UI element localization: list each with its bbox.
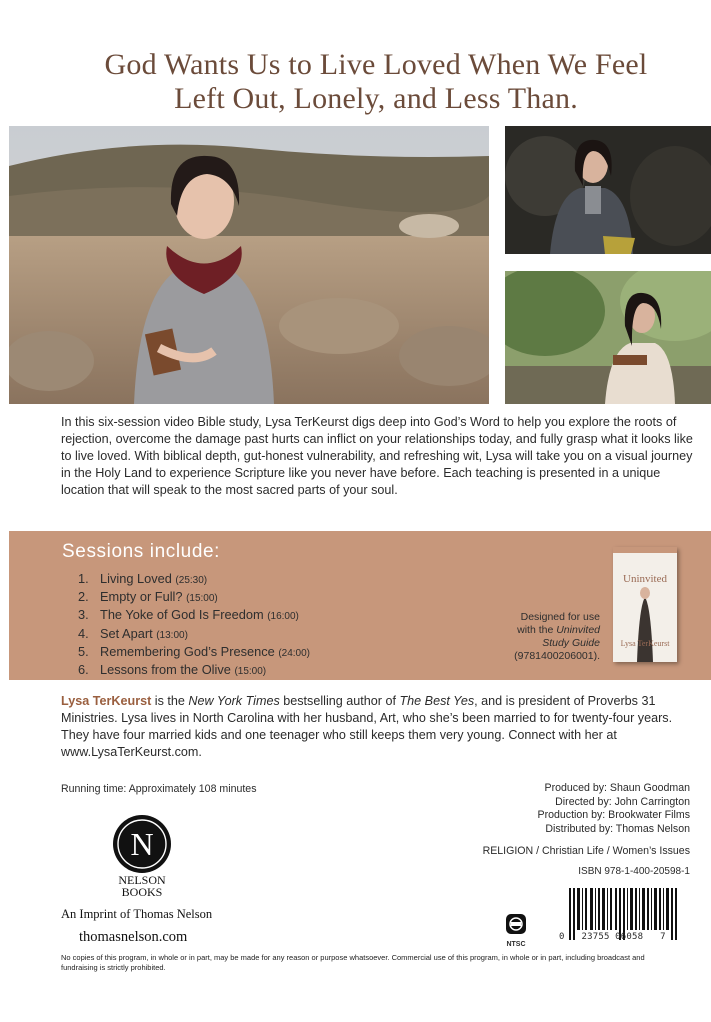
session-item: 3. The Yoke of God Is Freedom (16:00) bbox=[78, 607, 299, 623]
session-title: Set Apart bbox=[100, 625, 153, 641]
sessions-band bbox=[9, 531, 711, 680]
headline bbox=[0, 48, 711, 116]
study-guide-note: Designed for use with the Uninvited Study Guide (9781400206001). bbox=[514, 611, 600, 662]
credit-line: Directed by: John Carrington bbox=[555, 795, 690, 808]
category: RELIGION / Christian Life / Women’s Issues bbox=[482, 845, 690, 857]
study-guide-title: Uninvited bbox=[623, 573, 667, 585]
running-time: Running time: Approximately 108 minutes bbox=[61, 783, 257, 795]
author-bio: Lysa TerKeurst is the New York Times bestselling author of The Best Yes, and is president of Proverbs 31 Ministries. Lysa lives in North Carolina with her husband, Art, who she’s been married to for twenty-four years. They have four married kids and one teenager who still keeps them very young. Connect with her at www.LysaTerKeurst.com. bbox=[61, 694, 673, 759]
session-duration: (15:00) bbox=[234, 666, 267, 678]
credits bbox=[440, 782, 690, 836]
headline-line-2: Left Out, Lonely, and Less Than. bbox=[174, 82, 578, 115]
session-title: Empty or Full? bbox=[100, 589, 183, 605]
credit-line: Produced by: Shaun Goodman bbox=[544, 782, 690, 794]
session-item: 5. Remembering God’s Presence (24:00) bbox=[78, 643, 310, 659]
description-paragraph: In this six-session video Bible study, Lysa TerKeurst digs deep into God’s Word to help you explore the roots of rejection, overcome the damage past hurts can inflict on your relationships today, and fully grasp what it looks like to live loved. With biblical depth, gut-honest vulnerability, and refreshing wit, Lysa will take you on a visual journey in the Holy Land to experience Scripture like you never have before. Each teaching is presented in a unique location that will speak to the most sacred parts of your soul. bbox=[61, 415, 693, 497]
session-title: The Yoke of God Is Freedom bbox=[100, 607, 264, 623]
photo-garden bbox=[505, 271, 711, 404]
session-duration: (13:00) bbox=[156, 629, 188, 641]
author-name: Lysa TerKeurst bbox=[61, 694, 152, 708]
nelson-logo bbox=[112, 814, 172, 874]
study-guide-author: Lysa TerKeurst bbox=[620, 639, 670, 648]
headline-line-1: God Wants Us to Live Loved When We Feel bbox=[104, 48, 648, 81]
session-title: Living Loved bbox=[100, 571, 172, 586]
photo-cave bbox=[505, 126, 711, 254]
session-item: 2. Empty or Full? (15:00) bbox=[78, 589, 218, 605]
photo-main-landscape bbox=[9, 126, 489, 404]
credit-line: Production by: Brookwater Films bbox=[537, 809, 690, 821]
session-item: 1. Living Loved (25:30) bbox=[78, 571, 208, 586]
session-duration: (15:00) bbox=[186, 593, 218, 605]
logo-letter: N bbox=[130, 826, 154, 862]
ntsc-icon bbox=[505, 913, 527, 935]
imprint-line: An Imprint of Thomas Nelson bbox=[61, 907, 213, 921]
session-title: Remembering God’s Presence bbox=[100, 643, 275, 659]
barcode-digits: 0 23755 06058 7 bbox=[559, 932, 666, 942]
ntsc-badge: NTSC bbox=[503, 913, 529, 948]
isbn: ISBN 978-1-400-20598-1 bbox=[578, 866, 690, 877]
publisher-website: thomasnelson.com bbox=[79, 929, 188, 945]
session-duration: (16:00) bbox=[267, 611, 299, 623]
credit-line: Distributed by: Thomas Nelson bbox=[545, 822, 690, 835]
session-title: Lessons from the Olive bbox=[100, 662, 231, 678]
sessions-list bbox=[78, 571, 310, 680]
session-duration: (24:00) bbox=[278, 647, 310, 659]
copyright-disclaimer: No copies of this program, in whole or in part, may be made for any reason or purpose whatsoever. Commercial use of this program, in whole or in part, including broadcast and fundraising is strictly prohibited. bbox=[61, 953, 645, 972]
session-item: 4. Set Apart (13:00) bbox=[78, 625, 188, 641]
session-item: 6. Lessons from the Olive (15:00) bbox=[78, 662, 267, 678]
session-duration: (25:30) bbox=[175, 575, 208, 586]
nelson-books-wordmark: NELSON BOOKS bbox=[118, 873, 166, 899]
study-guide-cover bbox=[613, 547, 677, 662]
sessions-title: Sessions include: bbox=[62, 541, 221, 562]
